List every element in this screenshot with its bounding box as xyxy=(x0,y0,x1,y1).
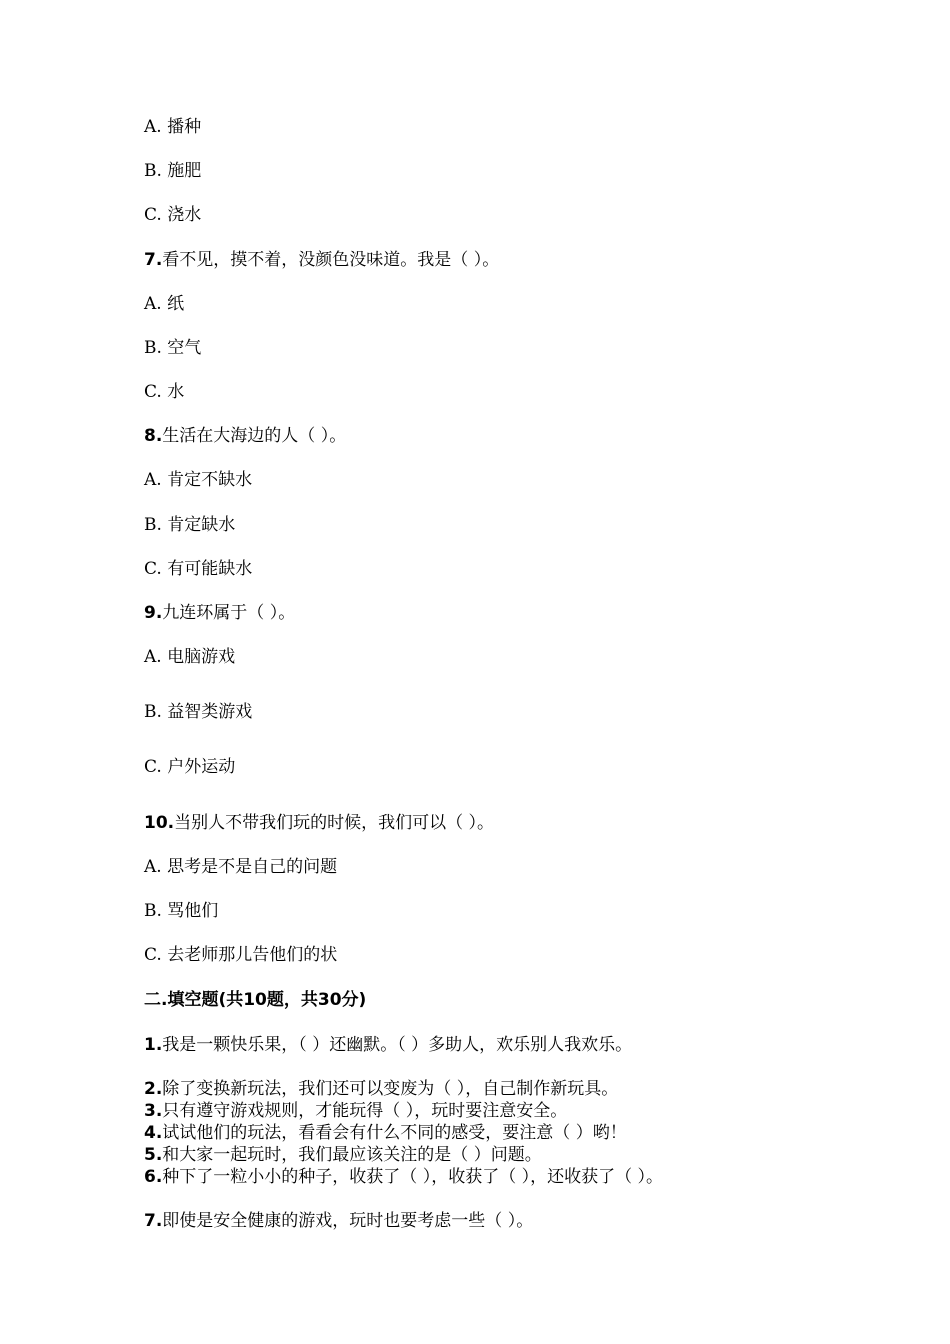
fill-question-1-number: 1. xyxy=(144,1035,163,1055)
fill-question-5-number: 5. xyxy=(144,1145,163,1165)
fill-question-7-number: 7. xyxy=(144,1211,163,1231)
question-9-text: 九连环属于（ ）。 xyxy=(162,603,296,623)
q6-option-b: B. 施肥 xyxy=(144,161,202,181)
fill-question-5-text: 和大家一起玩时，我们最应该关注的是（ ）问题。 xyxy=(162,1145,542,1165)
fill-question-2 xyxy=(144,1078,618,1100)
q9-option-b: B. 益智类游戏 xyxy=(144,702,253,722)
fill-question-7-text: 即使是安全健康的游戏，玩时也要考虑一些（ ）。 xyxy=(162,1211,534,1231)
fill-question-1 xyxy=(144,1034,804,1056)
fill-question-7 xyxy=(144,1210,533,1232)
q10-option-c: C. 去老师那儿告他们的状 xyxy=(144,945,338,965)
section-heading: 二.填空题(共10题，共30分) xyxy=(144,990,367,1010)
q8-option-c: C. 有可能缺水 xyxy=(144,559,253,579)
question-8 xyxy=(144,425,346,447)
fill-question-1-text: 我是一颗快乐果，（ ）还幽默。（ ）多助人，欢乐别人我欢乐。 xyxy=(162,1035,633,1055)
fill-question-6 xyxy=(144,1166,804,1188)
fill-question-5 xyxy=(144,1144,542,1166)
q7-option-a: A. 纸 xyxy=(144,294,185,314)
fill-question-6-text: 种下了一粒小小的种子，收获了（ ），收获了（ ），还收获了（ ）。 xyxy=(162,1167,664,1187)
fill-question-6-number: 6. xyxy=(144,1167,163,1187)
question-7-text: 看不见，摸不着，没颜色没味道。我是（ ）。 xyxy=(162,250,500,270)
q6-option-a: A. 播种 xyxy=(144,117,202,137)
q7-option-c: C. 水 xyxy=(144,382,185,402)
q10-option-a: A. 思考是不是自己的问题 xyxy=(144,857,338,877)
question-10 xyxy=(144,812,494,834)
question-9-number: 9. xyxy=(144,603,163,623)
fill-question-2-number: 2. xyxy=(144,1079,163,1099)
q9-option-c: C. 户外运动 xyxy=(144,757,236,777)
fill-question-4 xyxy=(144,1122,627,1144)
fill-question-4-number: 4. xyxy=(144,1123,163,1143)
fill-question-3-number: 3. xyxy=(144,1101,163,1121)
question-7-number: 7. xyxy=(144,250,163,270)
fill-question-3-text: 只有遵守游戏规则，才能玩得（ ），玩时要注意安全。 xyxy=(162,1101,568,1121)
q8-option-a: A. 肯定不缺水 xyxy=(144,470,253,490)
question-9 xyxy=(144,602,295,624)
q8-option-b: B. 肯定缺水 xyxy=(144,515,236,535)
fill-question-4-text: 试试他们的玩法，看看会有什么不同的感受，要注意（ ）哟！ xyxy=(162,1123,627,1143)
question-8-number: 8. xyxy=(144,426,163,446)
fill-question-2-text: 除了变换新玩法，我们还可以变废为（ ），自己制作新玩具。 xyxy=(162,1079,619,1099)
q10-option-b: B. 骂他们 xyxy=(144,901,219,921)
q6-option-c: C. 浇水 xyxy=(144,205,202,225)
question-10-number: 10. xyxy=(144,813,175,833)
question-8-text: 生活在大海边的人（ ）。 xyxy=(162,426,347,446)
fill-question-3 xyxy=(144,1100,567,1122)
q7-option-b: B. 空气 xyxy=(144,338,202,358)
question-10-text: 当别人不带我们玩的时候，我们可以（ ）。 xyxy=(174,813,495,833)
question-7 xyxy=(144,249,499,271)
q9-option-a: A. 电脑游戏 xyxy=(144,647,236,667)
